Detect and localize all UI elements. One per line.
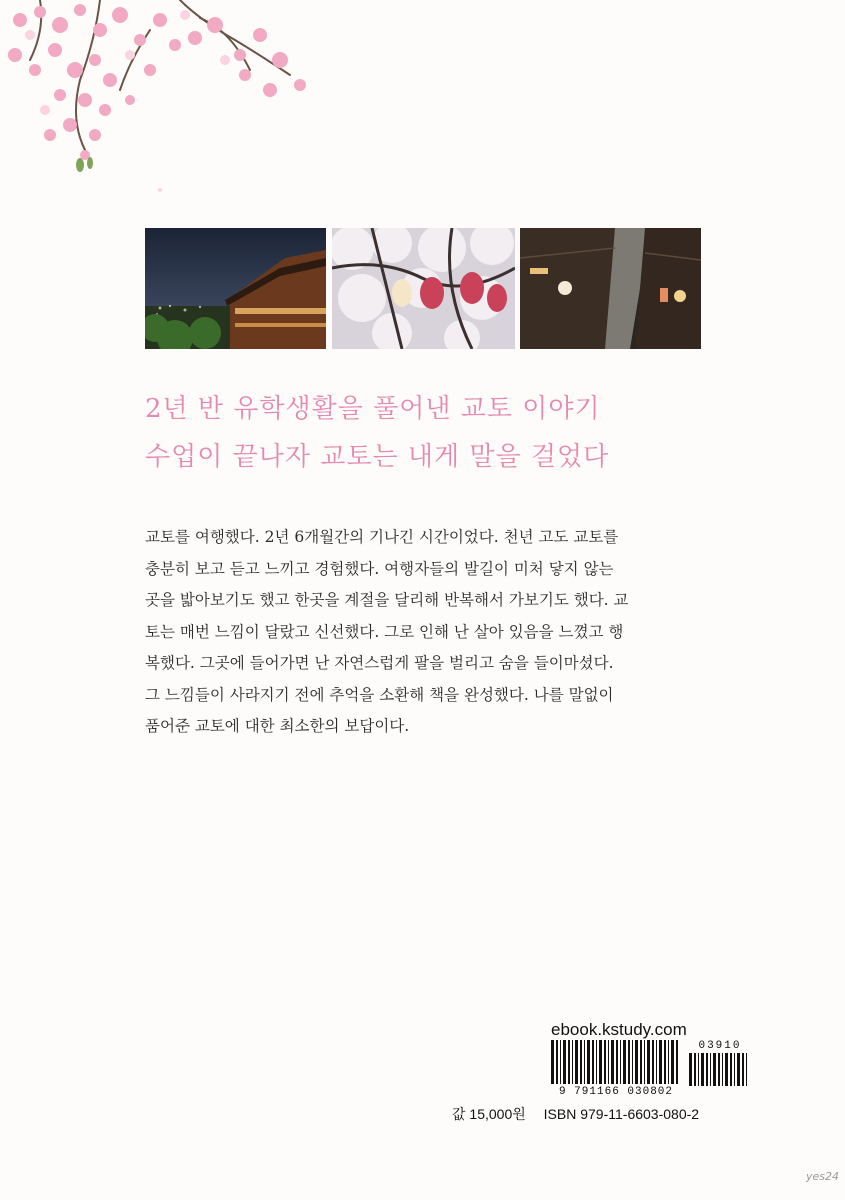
photo-kiyomizu-night (145, 228, 326, 349)
body-line: 그 느낌들이 사라지기 전에 추억을 소환해 책을 완성했다. 나를 말없이 (145, 685, 614, 704)
publisher-website: ebook.kstudy.com (551, 1020, 687, 1039)
price-isbn-row (452, 1104, 713, 1124)
photo-strip (145, 228, 701, 349)
barcode-number: 9 791166 030802 (558, 1086, 674, 1098)
body-line: 품어준 교토에 대한 최소한의 보답이다. (145, 717, 410, 735)
body-line: 복했다. 그곳에 들어가면 난 자연스럽게 팔을 벌리고 숨을 들이마셨다. (145, 654, 614, 672)
barcode-bars (551, 1040, 681, 1086)
isbn-barcode (551, 1040, 751, 1100)
description-paragraph (145, 522, 710, 743)
isbn-label: ISBN 979-11-6603-080-2 (543, 1106, 700, 1122)
headline (145, 385, 765, 481)
body-line: 곳을 밟아보기도 했고 한곳을 계절을 달리해 반복해서 가보기도 했다. 교 (145, 591, 629, 609)
store-watermark: yes24 (806, 1170, 840, 1183)
price-label: 값 15,000원 (452, 1106, 526, 1122)
body-line: 교토를 여행했다. 2년 6개월간의 기나긴 시간이었다. 천년 고도 교토를 (145, 528, 619, 546)
headline-line-1: 2년 반 유학생활을 풀어낸 교토 이야기 (145, 394, 601, 424)
photo-cherry-lanterns (332, 228, 515, 349)
body-line: 토는 매번 느낌이 달랐고 신선했다. 그로 인해 난 살아 있음을 느꼈고 행 (145, 622, 624, 641)
barcode-addon-bars (689, 1053, 751, 1099)
cherry-blossom-illustration (0, 0, 340, 200)
body-line: 충분히 보고 듣고 느끼고 경험했다. 여행자들의 발길이 미처 닿지 않는 (145, 559, 614, 578)
photo-kyoto-alley (520, 228, 701, 349)
barcode-addon-number: 03910 (698, 1040, 742, 1052)
headline-line-2: 수업이 끝나자 교토는 내게 말을 걸었다 (145, 442, 610, 472)
